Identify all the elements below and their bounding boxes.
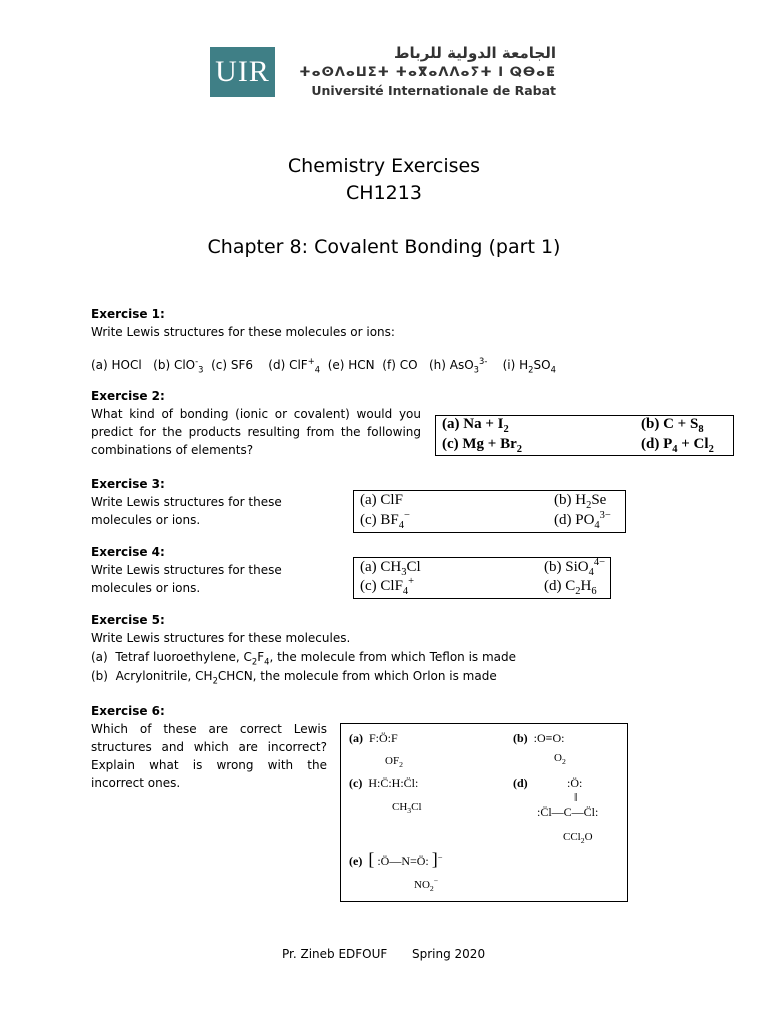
lewis-d-label: CCl$_2$O (563, 831, 593, 846)
doc-title: Chemistry Exercises (287, 155, 481, 177)
lewis-b-label: $O_2$ (554, 752, 566, 767)
ex4-item-c: (c) ClF$_4$+ (360, 576, 415, 597)
ex3-box (353, 490, 626, 533)
lewis-d-label-letter: (d) (513, 776, 528, 790)
lewis-b: (b) :O≡O: (513, 731, 565, 745)
ex6-heading: Exercise 6: (91, 704, 165, 718)
ex3-item-c: (c) $BF_4^-$ (360, 510, 410, 531)
ex4-item-b: (b) SiO$_4^{4-}$ (544, 557, 606, 578)
ex1-list: (a) HOCl (b) ClO-$_3$ (c) SF6 (d) ClF+$_4$ (e) HCN (f) CO (h) AsO$_3^{3-}$ (i) $H_2SO_4$ (91, 356, 556, 375)
footer-term: Spring 2020 (412, 947, 486, 961)
ex3-item-a: (a) ClF (360, 492, 403, 508)
university-name-arabic: الجامعة الدولية للرباط (393, 44, 556, 62)
ex5-item-b: (b) Acrylonitrile, $CH_2CHCN$, the molecule from which Orlon is made (91, 669, 497, 686)
ex2-item-b: (b) $C + S_8$ (641, 416, 704, 435)
ex1-text: Write Lewis structures for these molecules or ions: (91, 325, 395, 339)
ex4-box (353, 557, 611, 599)
lewis-a-label: $OF_2$ (385, 755, 403, 770)
ex4-item-a: (a) $CH_3Cl$ (360, 559, 421, 578)
ex3-text: Write Lewis structures for these molecules or ions. (91, 495, 282, 527)
ex4-text: Write Lewis structures for these molecules or ions. (91, 563, 282, 595)
ex3-heading: Exercise 3: (91, 477, 165, 491)
ex3-item-b: (b) $H_2Se$ (554, 492, 607, 511)
lewis-a: (a) F:Ö:F (349, 731, 398, 745)
footer-author: Pr. Zineb EDFOUF (282, 947, 388, 961)
ex2-item-a: (a) $Na + I_2$ (442, 416, 509, 435)
lewis-d-oxygen: :Ö: (567, 776, 583, 790)
logo-text: UIR (215, 55, 270, 88)
lewis-e-label: $NO_2^-$ (414, 876, 439, 894)
lewis-e: (e) [ :Ö—N=Ö: ]− (349, 849, 443, 869)
university-name-french: Université Internationale de Rabat (311, 83, 556, 98)
lewis-c: (c) H:C̈:H:C̈l: (349, 776, 419, 790)
ex2-item-c: (c) $Mg + Br_2$ (442, 436, 523, 455)
ex4-heading: Exercise 4: (91, 545, 165, 559)
lewis-d-chain: :C̈l—C—C̈l: (537, 805, 599, 819)
ex4-item-d: (d) $C_2H_6$ (544, 578, 597, 597)
ex1-heading: Exercise 1: (91, 307, 165, 321)
ex2-text: What kind of bonding (ionic or covalent) would you predict for the products resulting from the following combinations of elements? (91, 407, 421, 457)
ex2-item-d: (d) $P_4 + Cl_2$ (641, 436, 714, 455)
ex6-text: Which of these are correct Lewis structures and which are incorrect? Explain what is wrong with the incorrect ones. (91, 722, 327, 790)
ex5-item-a: (a) Tetraf luoroethylene, $C_2F_4$, the molecule from which Teflon is made (91, 650, 517, 667)
ex5-heading: Exercise 5: (91, 613, 165, 627)
university-logo (210, 47, 275, 97)
university-name-tifinagh: ⵜⴰⵙⴷⴰⵡⵉⵜ ⵜⴰⴳⴰⴷⴷⴰⵢⵜ ⵏ ⵕⴱⴰⵟ (299, 65, 556, 80)
ex2-box (435, 415, 734, 456)
lewis-d-double-bond: ‖ (574, 790, 578, 804)
chapter-title: Chapter 8: Covalent Bonding (part 1) (207, 236, 561, 258)
lewis-c-label: $CH_3Cl$ (392, 801, 422, 816)
ex3-item-d: (d) $PO_4^{3-}$ (554, 510, 611, 531)
ex5-text: Write Lewis structures for these molecules. (91, 631, 351, 645)
ex6-lewis-box (340, 723, 628, 902)
ex2-heading: Exercise 2: (91, 389, 165, 403)
course-code: CH1213 (346, 182, 422, 204)
